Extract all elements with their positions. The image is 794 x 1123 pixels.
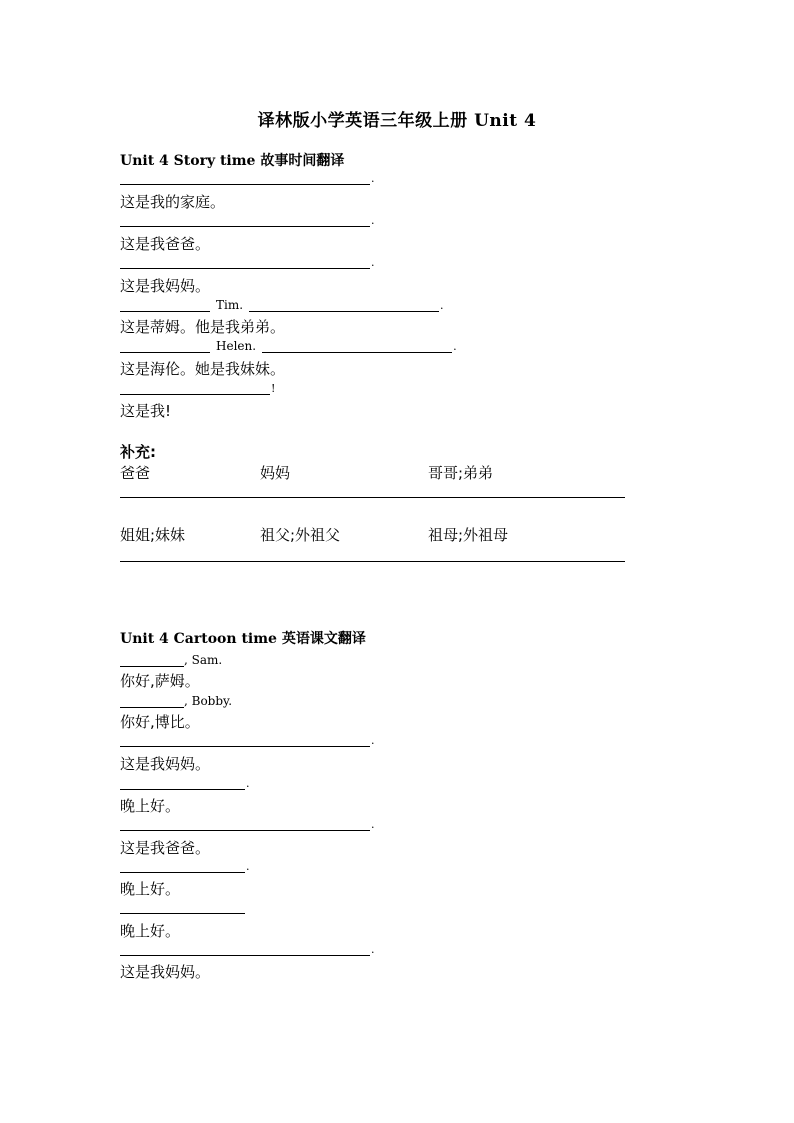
answer-blank[interactable] <box>120 252 370 269</box>
page-title: 译林版小学英语三年级上册 Unit 4 <box>257 111 537 131</box>
vocab-item: 哥哥;弟弟 <box>428 464 494 482</box>
answer-blank[interactable] <box>120 210 370 227</box>
story-translation-4: 这是蒂姆。他是我弟弟。 <box>120 318 286 336</box>
story-heading: Unit 4 Story time 故事时间翻译 <box>120 153 345 169</box>
answer-blank[interactable] <box>120 691 184 708</box>
story-translation-6: 这是我! <box>120 402 172 420</box>
given-word: , Bobby. <box>184 694 233 708</box>
answer-blank[interactable] <box>262 336 452 353</box>
answer-blank[interactable] <box>249 295 439 312</box>
story-blank-3[interactable]: . <box>120 252 375 272</box>
vocab-item: 祖母;外祖母 <box>428 526 509 544</box>
cartoon-blank-8[interactable]: . <box>120 939 375 959</box>
answer-blank[interactable] <box>120 814 370 831</box>
story-blank-2[interactable]: . <box>120 210 375 230</box>
cartoon-translation-5: 这是我爸爸。 <box>120 839 211 857</box>
answer-rule[interactable] <box>120 497 625 498</box>
given-word: , Sam. <box>184 653 223 667</box>
story-blank-6[interactable]: ! <box>120 378 275 398</box>
cartoon-translation-3: 这是我妈妈。 <box>120 755 211 773</box>
answer-blank[interactable] <box>120 773 245 790</box>
answer-blank[interactable] <box>120 897 245 914</box>
given-word: Tim. <box>216 298 244 312</box>
supplement-label: 补充: <box>120 443 156 461</box>
story-translation-1: 这是我的家庭。 <box>120 193 226 211</box>
answer-blank[interactable] <box>120 336 210 353</box>
story-translation-5: 这是海伦。她是我妹妹。 <box>120 360 286 378</box>
answer-blank[interactable] <box>120 730 370 747</box>
cartoon-blank-1[interactable] <box>120 650 222 670</box>
cartoon-translation-8: 这是我妈妈。 <box>120 963 211 981</box>
answer-blank[interactable] <box>120 378 270 395</box>
cartoon-blank-6[interactable]: . <box>120 856 250 876</box>
story-blank-4[interactable]: Tim. . <box>120 295 444 315</box>
cartoon-heading: Unit 4 Cartoon time 英语课文翻译 <box>120 631 366 647</box>
cartoon-blank-3[interactable]: . <box>120 730 375 750</box>
cartoon-translation-6: 晚上好。 <box>120 880 181 898</box>
story-translation-3: 这是我妈妈。 <box>120 277 211 295</box>
vocab-item: 姐姐;妹妹 <box>120 526 186 544</box>
vocab-item: 爸爸 <box>120 464 151 482</box>
cartoon-blank-2[interactable] <box>120 691 232 711</box>
cartoon-translation-7: 晚上好。 <box>120 922 181 940</box>
cartoon-blank-4[interactable]: . <box>120 773 250 793</box>
vocab-item: 妈妈 <box>260 464 291 482</box>
answer-blank[interactable] <box>120 295 210 312</box>
cartoon-translation-2: 你好,博比。 <box>120 713 200 731</box>
cartoon-translation-1: 你好,萨姆。 <box>120 672 200 690</box>
vocab-item: 祖父;外祖父 <box>260 526 341 544</box>
story-blank-1[interactable]: . <box>120 168 375 188</box>
cartoon-blank-5[interactable]: . <box>120 814 375 834</box>
answer-rule[interactable] <box>120 561 625 562</box>
story-translation-2: 这是我爸爸。 <box>120 235 211 253</box>
answer-blank[interactable] <box>120 939 370 956</box>
answer-blank[interactable] <box>120 168 370 185</box>
cartoon-blank-7[interactable] <box>120 897 245 917</box>
answer-blank[interactable] <box>120 650 184 667</box>
given-word: Helen. <box>216 339 257 353</box>
answer-blank[interactable] <box>120 856 245 873</box>
story-blank-5[interactable]: Helen. . <box>120 336 457 356</box>
cartoon-translation-4: 晚上好。 <box>120 797 181 815</box>
